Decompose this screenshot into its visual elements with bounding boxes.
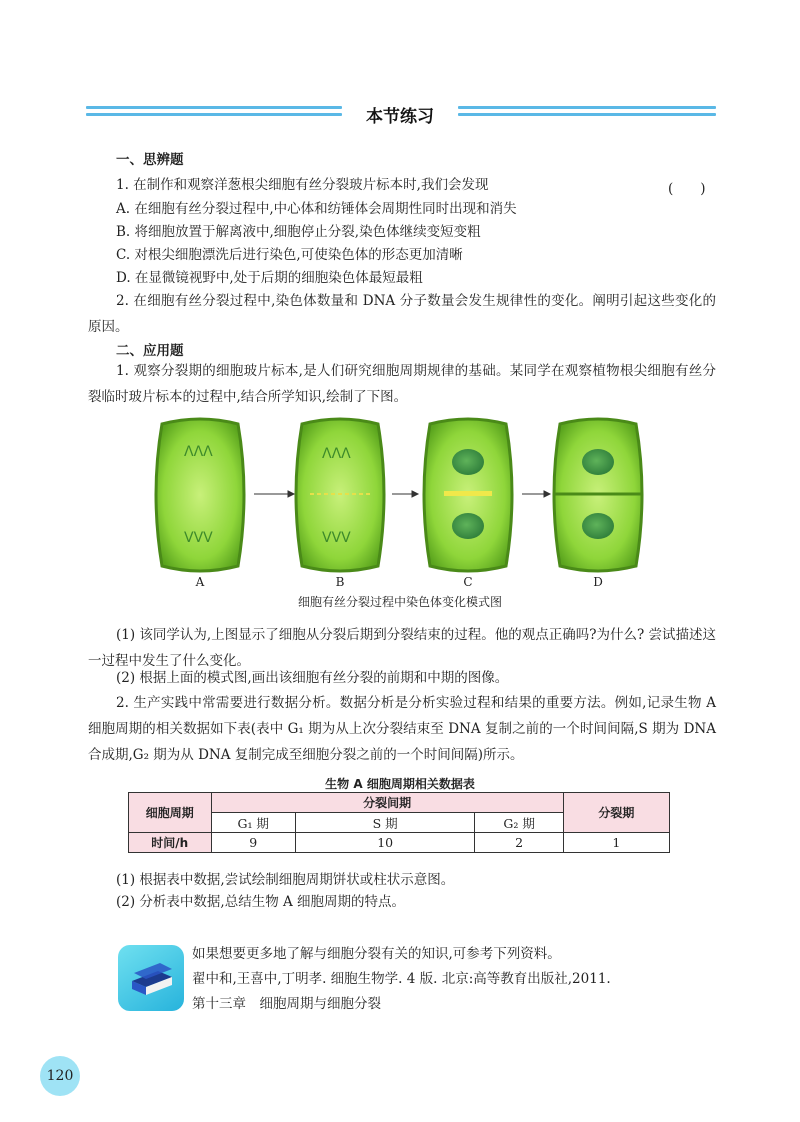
option-c: C. 对根尖细胞漂洗后进行染色,可使染色体的形态更加清晰 xyxy=(116,247,463,263)
option-a: A. 在细胞有丝分裂过程中,中心体和纺锤体会周期性同时出现和消失 xyxy=(116,201,517,217)
cell-d xyxy=(554,419,642,571)
section-heading-2: 二、应用题 xyxy=(116,343,184,359)
label-b: B xyxy=(335,575,345,589)
question-1: 1. 在制作和观察洋葱根尖细胞有丝分裂玻片标本时,我们会发现 xyxy=(116,177,489,193)
reference-chapter: 第十三章 细胞周期与细胞分裂 xyxy=(192,996,381,1012)
svg-text:VVV: VVV xyxy=(322,530,351,546)
label-a: A xyxy=(195,575,205,589)
table-title: 生物 A 细胞周期相关数据表 xyxy=(325,777,475,791)
sub-s: S 期 xyxy=(295,813,475,833)
reference-citation: 翟中和,王喜中,丁明孝. 细胞生物学. 4 版. 北京:高等教育出版社,2011. xyxy=(192,971,611,987)
cell-a xyxy=(156,419,244,571)
value-mitosis: 1 xyxy=(563,833,669,853)
sub-g1: G₁ 期 xyxy=(211,813,295,833)
cell-cycle-table xyxy=(128,792,670,853)
mitosis-figure xyxy=(150,414,650,614)
subquestion-2-1: (1) 根据表中数据,尝试绘制细胞周期饼状或柱状示意图。 xyxy=(116,872,455,888)
svg-text:ΛΛΛ: ΛΛΛ xyxy=(184,444,213,460)
subquestion-1-2: (2) 根据上面的模式图,画出该细胞有丝分裂的前期和中期的图像。 xyxy=(116,670,509,686)
header-mitosis: 分裂期 xyxy=(563,793,669,833)
sub-g2: G₂ 期 xyxy=(475,813,563,833)
option-b: B. 将细胞放置于解离液中,细胞停止分裂,染色体继续变短变粗 xyxy=(116,224,481,240)
application-question-1: 1. 观察分裂期的细胞玻片标本,是人们研究细胞周期规律的基础。某同学在观察植物根尖细胞有丝分裂临时玻片标本的过程中,结合所学知识,绘制了下图。 xyxy=(88,363,716,405)
value-g1: 9 xyxy=(211,833,295,853)
section-heading-1: 一、思辨题 xyxy=(116,152,184,168)
subquestion-1-1: (1) 该同学认为,上图显示了细胞从分裂后期到分裂结束的过程。他的观点正确吗?为什么? 尝试描述这一过程中发生了什么变化。 xyxy=(88,627,716,669)
svg-text:ΛΛΛ: ΛΛΛ xyxy=(322,446,351,462)
header-interphase: 分裂间期 xyxy=(211,793,563,813)
cell-b xyxy=(296,419,384,571)
figure-caption: 细胞有丝分裂过程中染色体变化模式图 xyxy=(297,595,502,609)
header-rule-right xyxy=(458,106,716,122)
header-rule-left xyxy=(86,106,342,122)
label-c: C xyxy=(463,575,473,589)
label-d: D xyxy=(593,575,603,589)
header-cycle: 细胞周期 xyxy=(129,793,212,833)
reference-intro: 如果想要更多地了解与细胞分裂有关的知识,可参考下列资料。 xyxy=(192,946,561,962)
answer-blank: ( ) xyxy=(668,181,706,197)
cell-c xyxy=(424,419,512,571)
value-g2: 2 xyxy=(475,833,563,853)
book-icon xyxy=(118,945,184,1011)
page-number: 120 xyxy=(40,1056,80,1096)
row-label-time: 时间/h xyxy=(129,833,212,853)
application-question-2: 2. 生产实践中常需要进行数据分析。数据分析是分析实验过程和结果的重要方法。例如,记录生物 A 细胞周期的相关数据如下表(表中 G₁ 期为从上次分裂结束至 DNA 复制之前的一个时间间隔,S 期为 DNA 合成期,G₂ 期为从 DNA 复制完成至细胞分裂之前的一个时间间隔)所示。 xyxy=(88,695,716,763)
svg-text:VVV: VVV xyxy=(184,530,213,546)
option-d: D. 在显微镜视野中,处于后期的细胞染色体最短最粗 xyxy=(116,270,423,286)
page-title: 本节练习 xyxy=(366,107,434,127)
subquestion-2-2: (2) 分析表中数据,总结生物 A 细胞周期的特点。 xyxy=(116,894,406,910)
question-2: 2. 在细胞有丝分裂过程中,染色体数量和 DNA 分子数量会发生规律性的变化。阐明引起这些变化的原因。 xyxy=(88,293,716,335)
value-s: 10 xyxy=(295,833,475,853)
